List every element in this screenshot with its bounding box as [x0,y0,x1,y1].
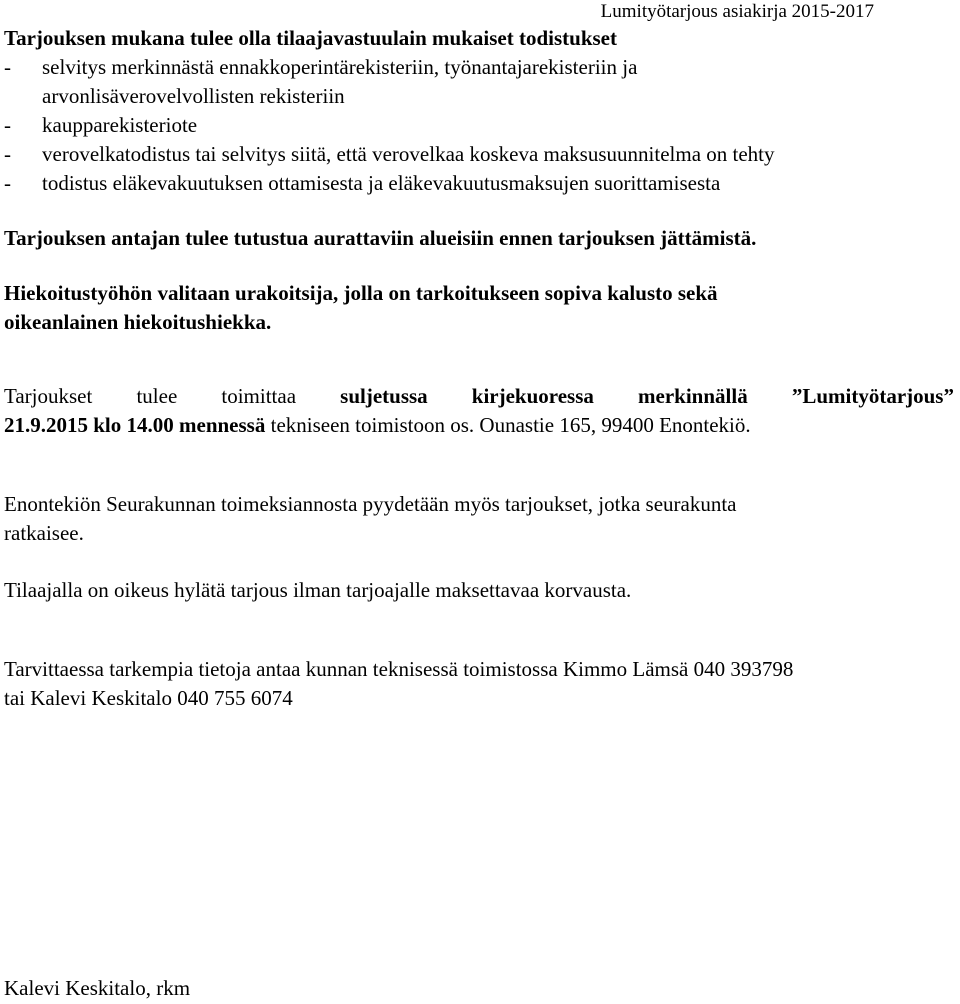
signature: Kalevi Keskitalo, rkm [4,976,191,1000]
list-item [4,53,954,111]
submission-paragraph [4,382,954,440]
submission-deadline-line [4,411,954,440]
parish-line: Enontekiön Seurakunnan toimeksiannosta pyydetään myös tarjoukset, jotka seurakunta [4,492,737,516]
parish-paragraph [4,490,954,548]
submission-word: ”Lumityötarjous” [791,384,954,408]
list-item-text: kaupparekisteriote [42,113,198,137]
requirements-heading: Tarjouksen mukana tulee olla tilaajavastuulain mukaiset todistukset [4,26,617,50]
parish-line: ratkaisee. [4,521,84,545]
submission-deadline: 21.9.2015 klo 14.00 mennessä [4,413,266,437]
list-item-text: verovelkatodistus tai selvitys siitä, että verovelkaa koskeva maksusuunnitelma on tehty [42,142,775,166]
gritting-notice [4,279,954,337]
submission-word: suljetussa [340,384,428,408]
list-dash: - [4,113,11,137]
list-item-text: arvonlisäverovelvollisten rekisteriin [42,84,345,108]
contact-paragraph [4,655,954,713]
submission-word: tulee [136,384,178,408]
contact-line: Tarvittaessa tarkempia tietoja antaa kunnan teknisessä toimistossa Kimmo Lämsä 040 393798 [4,657,794,681]
list-item [4,169,954,198]
rejection-right-paragraph: Tilaajalla on oikeus hylätä tarjous ilman tarjoajalle maksettavaa korvausta. [4,578,632,602]
list-item [4,140,954,169]
contact-line: tai Kalevi Keskitalo 040 755 6074 [4,686,293,710]
gritting-notice-line: Hiekoitustyöhön valitaan urakoitsija, jolla on tarkoitukseen sopiva kalusto sekä [4,281,718,305]
list-dash: - [4,55,11,79]
site-visit-notice: Tarjouksen antajan tulee tutustua aurattaviin alueisiin ennen tarjouksen jättämistä. [4,226,757,250]
list-item [4,111,954,140]
submission-word: toimittaa [221,384,297,408]
submission-word: kirjekuoressa [471,384,594,408]
document-body [4,24,954,713]
list-item-text: todistus eläkevakuutuksen ottamisesta ja eläkevakuutusmaksujen suorittamisesta [42,171,721,195]
submission-address: tekniseen toimistoon os. Ounastie 165, 99400 Enontekiö. [265,413,751,437]
list-dash: - [4,171,11,195]
submission-word: merkinnällä [638,384,748,408]
gritting-notice-line: oikeanlainen hiekoitushiekka. [4,310,272,334]
list-dash: - [4,142,11,166]
submission-line [4,382,954,411]
requirements-list [4,53,954,198]
submission-word: Tarjoukset [4,384,93,408]
document-header-title: Lumityötarjous asiakirja 2015-2017 [600,1,874,22]
list-item-text: selvitys merkinnästä ennakkoperintärekisteriin, työnantajarekisteriin ja [42,55,638,79]
